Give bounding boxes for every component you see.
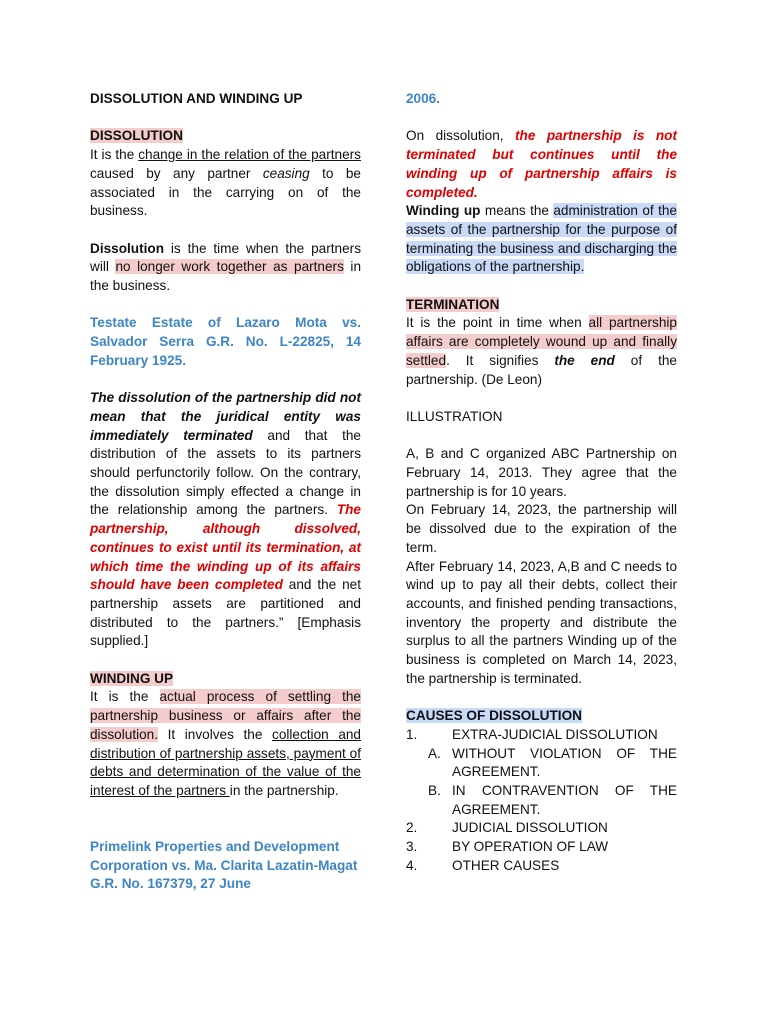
list-number: 3. (406, 839, 418, 855)
winding-def-b: means the (480, 203, 554, 219)
dissolution-definition-2 (90, 240, 361, 296)
termination-definition (406, 314, 677, 389)
document-title: DISSOLUTION AND WINDING UP (90, 91, 303, 106)
def2-a: Dissolution (90, 240, 165, 256)
list-item (406, 857, 677, 876)
winding-e: in the partnership. (229, 782, 339, 798)
winding-up-meaning (406, 202, 677, 277)
winding-a: It is the (90, 689, 160, 705)
case-citation-primelink-cont: 2006. (406, 91, 441, 106)
def1-a: It is the (90, 147, 139, 163)
dissolution-heading (90, 127, 361, 146)
termination-heading-text: TERMINATION (406, 296, 500, 312)
def1-d: ceasing (262, 165, 310, 181)
quote-b: and that the distribution of the assets to its partners should perfunctorily follow. On the contrary, the dissolution simply effected a change in the relationship among the partners. (90, 427, 361, 518)
illustration-heading: ILLUSTRATION (406, 408, 503, 424)
case-citation-primelink: Primelink Properties and Development Corporation vs. Ma. Clarita Lazatin-Magat G.R. No. 167379, 27 June (90, 839, 358, 892)
list-item (406, 838, 677, 857)
def2-c: no longer work together as partners (115, 259, 344, 275)
winding-up-heading (90, 670, 361, 689)
winding-up-definition (90, 688, 361, 800)
on-dissolution-a: On dissolution, (406, 128, 516, 144)
list-number: 4. (406, 857, 418, 873)
case-citation-mota: Testate Estate of Lazaro Mota vs. Salvador Serra G.R. No. L-22825, 14 February 1925. (90, 315, 361, 368)
causes-heading (406, 707, 677, 726)
on-dissolution-paragraph (406, 127, 677, 202)
termination-b: all partnership affairs are completely wound up and finally settled (406, 315, 677, 368)
termination-c: . It signifies (446, 352, 555, 368)
list-item (406, 819, 677, 838)
dissolution-heading-text: DISSOLUTION (90, 128, 183, 144)
list-text: BY OPERATION OF LAW (452, 839, 609, 855)
winding-def-a: Winding up (406, 203, 481, 219)
sub-list-item (406, 745, 677, 782)
sub-list-letter: A. (428, 745, 441, 761)
on-dissolution-b: the partnership is not terminated but continues until the winding up of partnership affairs is completed. (406, 128, 677, 200)
def1-e: to be associated in the carrying on of the business. (90, 165, 361, 219)
winding-c: It involves the (158, 726, 273, 742)
quote-d: and the net partnership assets are partitioned and distributed to the partners.” [Emphasis supplied.] (90, 577, 362, 649)
case-quote (90, 389, 361, 651)
list-text: EXTRA-JUDICIAL DISSOLUTION (452, 726, 658, 742)
winding-b: actual process of settling the partnership business or affairs after the dissolution. (90, 689, 361, 742)
right-column (406, 90, 677, 875)
termination-e: of the partnership. (De Leon) (406, 352, 677, 387)
sub-list-letter: B. (428, 782, 441, 798)
list-text: OTHER CAUSES (452, 857, 560, 873)
dissolution-definition-1 (90, 146, 361, 221)
quote-a: The dissolution of the partnership did not mean that the juridical entity was immediately terminated (90, 390, 361, 443)
illustration-paragraph-3: After February 14, 2023, A,B and C needs to wind up to pay all their debts, collect their accounts, and finished pending transactions, inventory the property and distribute the surplus to all the partners Winding up of the business is completed on March 14, 2023, the partnership is terminated. (406, 558, 677, 686)
sub-list-text: IN CONTRAVENTION OF THE AGREEMENT. (452, 782, 677, 817)
def1-b: change in the relation of the partners (138, 147, 361, 163)
def1-c: caused by any partner (90, 165, 263, 181)
winding-d: collection and distribution of partnership assets, payment of debts and determination of the value of the interest of the partners (90, 726, 361, 798)
list-item (406, 726, 677, 745)
termination-a: It is the point in time when (406, 315, 589, 331)
winding-def-c: administration of the assets of the partnership for the purpose of terminating the business and discharging the obligations of the partnership. (406, 203, 677, 275)
illustration-paragraph-1: A, B and C organized ABC Partnership on February 14, 2013. They agree that the partnership is for 10 years. (406, 446, 677, 499)
def2-d: in the business. (90, 259, 362, 293)
termination-heading (406, 296, 677, 315)
sub-list-text: WITHOUT VIOLATION OF THE AGREEMENT. (452, 745, 677, 780)
list-text: JUDICIAL DISSOLUTION (452, 820, 608, 836)
quote-c: The partnership, although dissolved, continues to exist until its termination, at which time the winding up of its affairs should have been completed (90, 502, 361, 593)
termination-d: the end (554, 352, 615, 368)
def2-b: is the time when the partners will (90, 240, 361, 275)
winding-up-heading-text: WINDING UP (90, 670, 174, 686)
left-column (90, 90, 361, 894)
illustration-paragraph-2: On February 14, 2023, the partnership will be dissolved due to the expiration of the term. (406, 502, 677, 555)
list-number: 2. (406, 820, 418, 836)
sub-list-item (406, 782, 677, 819)
causes-heading-text: CAUSES OF DISSOLUTION (406, 708, 582, 724)
list-number: 1. (406, 726, 418, 742)
